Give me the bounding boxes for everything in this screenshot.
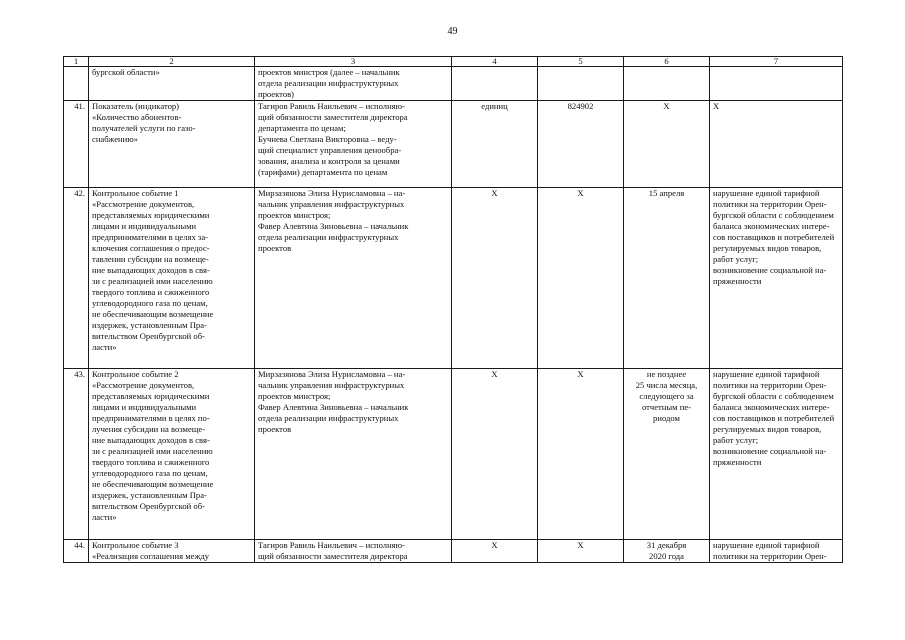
cell-line: Х	[577, 369, 584, 379]
column-number: 6	[624, 57, 710, 67]
cell-line: возникновение социальной на-	[713, 446, 827, 456]
column-number: 5	[538, 57, 624, 67]
cell-line: сов поставщиков и потребителей	[713, 232, 835, 242]
cell-deadline	[624, 188, 710, 369]
cell-line: чальник управления инфраструктурных	[258, 380, 405, 390]
cell-line: нарушение единой тарифной	[713, 369, 820, 379]
cell-line: твердого топлива и сжиженного	[92, 287, 210, 297]
cell-value	[538, 540, 624, 563]
cell-line: проектов минстроя (далее – начальник	[258, 67, 400, 77]
column-number: 7	[710, 57, 843, 67]
cell-line: Х	[663, 101, 670, 111]
cell-risks	[710, 188, 843, 369]
cell-unit	[452, 369, 538, 540]
cell-line: предпринимателями в целях по-	[92, 413, 210, 423]
cell-responsible	[255, 188, 452, 369]
cell-line: ключения соглашения о предос-	[92, 243, 210, 253]
cell-unit	[452, 67, 538, 101]
cell-line: баланса экономических интере-	[713, 402, 830, 412]
cell-line: представляемых юридическими	[92, 210, 210, 220]
cell-line: сов поставщиков и потребителей	[713, 413, 835, 423]
column-number-row	[64, 57, 843, 67]
cell-line: Тагиров Равиль Наильевич – исполняю-	[258, 540, 405, 550]
cell-line: регулируемых видов товаров,	[713, 424, 822, 434]
cell-line: издержек, установленным Пра-	[92, 490, 207, 500]
cell-line: «Рассмотрение документов,	[92, 380, 195, 390]
cell-line: ние выпадающих доходов в свя-	[92, 435, 210, 445]
cell-line: щий специалист управления ценообра-	[258, 145, 402, 155]
cell-event-name	[89, 369, 255, 540]
cell-risks	[710, 67, 843, 101]
cell-line: нарушение единой тарифной	[713, 540, 820, 550]
cell-line: «Рассмотрение документов,	[92, 199, 195, 209]
cell-line: 31 декабря	[646, 540, 687, 550]
cell-deadline	[624, 67, 710, 101]
cell-unit	[452, 101, 538, 188]
cell-line: не позднее	[646, 369, 687, 379]
cell-number: 42.	[64, 188, 89, 369]
cell-line: проектов минстроя;	[258, 210, 331, 220]
cell-line: зи с реализацией ими населению	[92, 446, 213, 456]
cell-line: политики на территории Орен-	[713, 199, 827, 209]
cell-line: отдела реализации инфраструктурных	[258, 78, 399, 88]
cell-responsible	[255, 67, 452, 101]
cell-line: бургской области»	[92, 67, 160, 77]
page-number: 49	[447, 26, 458, 37]
cell-line: Фавер Алевтина Зиновьевна – начальник	[258, 402, 409, 412]
cell-line: Бучнева Светлана Викторовна – веду-	[258, 134, 397, 144]
cell-line: Мирзазянова Элиза Нурисламовна – на-	[258, 369, 406, 379]
cell-deadline	[624, 540, 710, 563]
cell-number: 41.	[64, 101, 89, 188]
cell-responsible	[255, 101, 452, 188]
cell-line: лицами и индивидуальными	[92, 221, 197, 231]
cell-value	[538, 369, 624, 540]
cell-line: проектов минстроя;	[258, 391, 331, 401]
cell-line: предпринимателями в целях за-	[92, 232, 209, 242]
cell-line: Контрольное событие 3	[92, 540, 179, 550]
cell-line: получателей услуги по газо-	[92, 123, 196, 133]
cell-number	[64, 67, 89, 101]
cell-risks	[710, 101, 843, 188]
cell-line: углеводородного газа по ценам,	[92, 468, 208, 478]
cell-line: отдела реализации инфраструктурных	[258, 232, 399, 242]
cell-line: лицами и индивидуальными	[92, 402, 197, 412]
cell-line: щий обязанности заместителя директора	[258, 551, 408, 561]
cell-line: бургской области с соблюдением	[713, 391, 834, 401]
cell-line: твердого топлива и сжиженного	[92, 457, 210, 467]
cell-value	[538, 188, 624, 369]
cell-line: работ услуг;	[713, 254, 759, 264]
cell-line: Х	[491, 188, 498, 198]
cell-line: Х	[491, 369, 498, 379]
table-row	[64, 369, 843, 540]
cell-line: 15 апреля	[648, 188, 685, 198]
cell-line: зования, анализа и контроля за ценами	[258, 156, 400, 166]
cell-line: Х	[577, 188, 584, 198]
cell-line: возникновение социальной на-	[713, 265, 827, 275]
cell-line: Фавер Алевтина Зиновьевна – начальник	[258, 221, 409, 231]
cell-line: работ услуг;	[713, 435, 759, 445]
cell-line: издержек, установленным Пра-	[92, 320, 207, 330]
cell-line: нарушение единой тарифной	[713, 188, 820, 198]
cell-number: 44.	[64, 540, 89, 563]
cell-line: представляемых юридическими	[92, 391, 210, 401]
cell-line: тавлении субсидии на возмеще-	[92, 254, 209, 264]
cell-line: Тагиров Равиль Наильевич – исполняю-	[258, 101, 405, 111]
cell-line: Мирзазянова Элиза Нурисламовна – на-	[258, 188, 406, 198]
cell-line: ласти»	[92, 342, 117, 352]
cell-value	[538, 101, 624, 188]
cell-line: ние выпадающих доходов в свя-	[92, 265, 210, 275]
cell-risks	[710, 540, 843, 563]
cell-line: пряженности	[713, 457, 762, 467]
cell-line: департамента по ценам;	[258, 123, 346, 133]
cell-line: следующего за	[639, 391, 694, 401]
cell-line: проектов	[258, 243, 292, 253]
cell-responsible	[255, 540, 452, 563]
cell-event-name	[89, 67, 255, 101]
cell-line: «Количество абонентов-	[92, 112, 182, 122]
cell-line: «Реализация соглашения между	[92, 551, 210, 561]
cell-number: 43.	[64, 369, 89, 540]
cell-line: зи с реализацией ими населению	[92, 276, 213, 286]
cell-line: единиц	[481, 101, 508, 111]
cell-line: пряженности	[713, 276, 762, 286]
column-number: 3	[255, 57, 452, 67]
cell-line: не обеспечивающим возмещение	[92, 309, 214, 319]
cell-unit	[452, 540, 538, 563]
cell-event-name	[89, 101, 255, 188]
cell-responsible	[255, 369, 452, 540]
cell-line: Х	[713, 101, 720, 111]
cell-line: бургской области с соблюдением	[713, 210, 834, 220]
cell-line: снабжению»	[92, 134, 138, 144]
cell-line: политики на территории Орен-	[713, 551, 827, 561]
cell-event-name	[89, 540, 255, 563]
cell-line: ласти»	[92, 512, 117, 522]
cell-line: проектов	[258, 424, 292, 434]
cell-line: Контрольное событие 2	[92, 369, 179, 379]
cell-line: не обеспечивающим возмещение	[92, 479, 214, 489]
column-number: 1	[64, 57, 89, 67]
cell-line: чальник управления инфраструктурных	[258, 199, 405, 209]
cell-line: Показатель (индикатор)	[92, 101, 180, 111]
cell-line: Х	[491, 540, 498, 550]
cell-line: баланса экономических интере-	[713, 221, 830, 231]
cell-line: углеводородного газа по ценам,	[92, 298, 208, 308]
cell-line: регулируемых видов товаров,	[713, 243, 822, 253]
column-number: 2	[89, 57, 255, 67]
cell-line: 25 числа месяца,	[635, 380, 698, 390]
cell-line: щий обязанности заместителя директора	[258, 112, 408, 122]
cell-deadline	[624, 101, 710, 188]
cell-line: 2020 года	[649, 551, 684, 561]
plan-table	[63, 56, 843, 563]
table-row	[64, 67, 843, 101]
table-row	[64, 540, 843, 563]
cell-line: риодом	[653, 413, 680, 423]
cell-line: отдела реализации инфраструктурных	[258, 413, 399, 423]
cell-line: Х	[577, 540, 584, 550]
table-row	[64, 101, 843, 188]
cell-line: 824902	[567, 101, 594, 111]
column-number: 4	[452, 57, 538, 67]
cell-risks	[710, 369, 843, 540]
cell-line: отчетным пе-	[641, 402, 692, 412]
cell-event-name	[89, 188, 255, 369]
cell-line: Контрольное событие 1	[92, 188, 179, 198]
cell-unit	[452, 188, 538, 369]
cell-line: лучения субсидии на возмеще-	[92, 424, 206, 434]
cell-line: проектов)	[258, 89, 295, 99]
cell-line: вительством Оренбургской об-	[92, 501, 205, 511]
cell-line: политики на территории Орен-	[713, 380, 827, 390]
cell-value	[538, 67, 624, 101]
table-row	[64, 188, 843, 369]
cell-deadline	[624, 369, 710, 540]
cell-line: (тарифами) департамента по ценам	[258, 167, 388, 177]
cell-line: вительством Оренбургской об-	[92, 331, 205, 341]
